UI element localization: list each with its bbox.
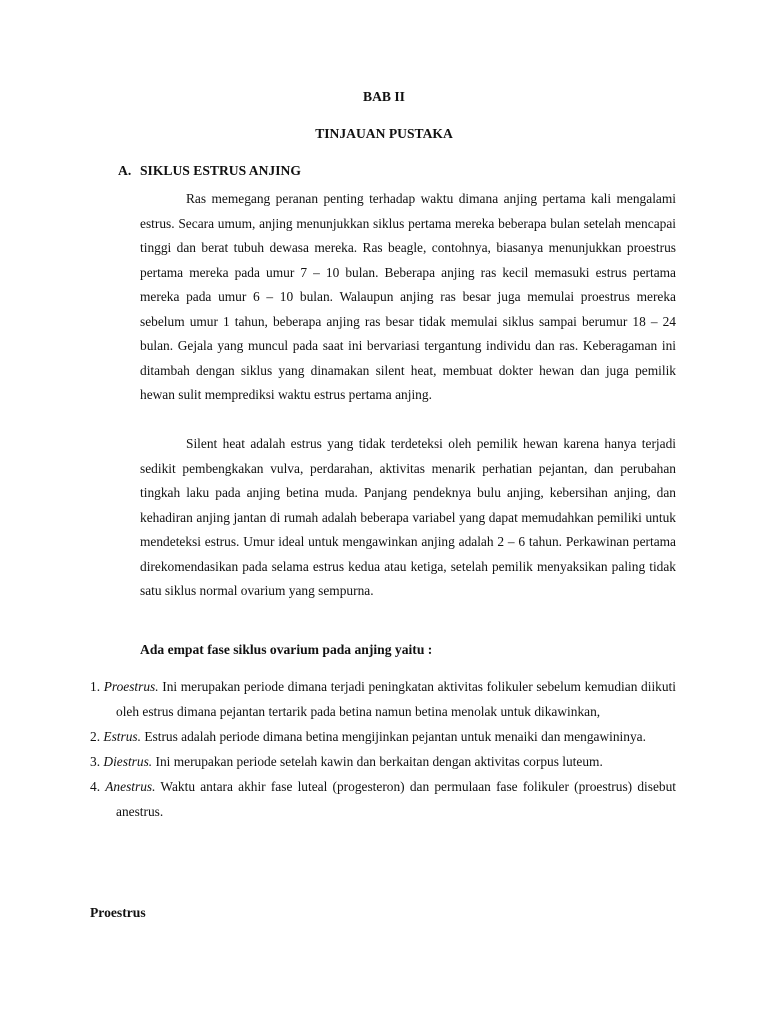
section-heading bbox=[118, 163, 301, 179]
list-item: 3. Diestrus. Ini merupakan periode setelah kawin dan berkaitan dengan aktivitas corpus luteum. bbox=[90, 754, 603, 769]
paragraph-1: Ras memegang peranan penting terhadap waktu dimana anjing pertama kali mengalami estrus. Secara umum, anjing menunjukkan siklus pertama mereka beberapa bulan setelah mencapai tinggi dan berat tubuh dewasa mereka. Ras beagle, contohnya, biasanya menunjukkan proestrus pertama mereka pada umur 7 – 10 bulan. Beberapa anjing ras kecil memasuki estrus pertama mereka pada umur 6 – 10 bulan. Walaupun anjing ras besar juga memulai proestrus mereka sebelum umur 1 tahun, beberapa anjing ras besar tidak memulai siklus sampai berumur 18 – 24 bulan. Gejala yang muncul pada saat ini bervariasi tergantung individu dan ras. Keberagaman ini ditambah dengan siklus yang dinamakan silent heat, membuat dokter hewan dan juga pemilik hewan sulit memprediksi waktu estrus pertama anjing. bbox=[140, 191, 676, 402]
section-letter: A. bbox=[118, 163, 132, 178]
list-item: 4. Anestrus. Waktu antara akhir fase luteal (progesteron) dan permulaan fase folikuler (proestrus) disebut anestrus. bbox=[90, 779, 676, 819]
list-item: 2. Estrus. Estrus adalah periode dimana betina mengijinkan pejantan untuk menaiki dan mengawininya. bbox=[90, 729, 646, 744]
chapter-number: BAB II bbox=[363, 89, 405, 104]
paragraph-2: Silent heat adalah estrus yang tidak terdeteksi oleh pemilik hewan karena hanya terjadi sedikit pembengkakan vulva, perdarahan, aktivitas menarik perhatian pejantan, dan perubahan tingkah laku pada anjing betina muda. Panjang pendeknya bulu anjing, kebersihan anjing, dan kehadiran anjing jantan di rumah adalah beberapa variabel yang dapat memudahkan pemiliki untuk mendeteksi estrus. Umur ideal untuk mengawinkan anjing adalah 2 – 6 tahun. Perkawinan pertama direkomendasikan pada selama estrus kedua atau ketiga, setelah pemilik menyaksikan paling tidak satu siklus normal ovarium yang sempurna. bbox=[140, 436, 676, 598]
section-title: SIKLUS ESTRUS ANJING bbox=[140, 163, 301, 178]
phases-heading: Ada empat fase siklus ovarium pada anjing yaitu : bbox=[140, 642, 433, 657]
chapter-title: TINJAUAN PUSTAKA bbox=[315, 126, 453, 141]
subheading-proestrus: Proestrus bbox=[90, 905, 146, 920]
phases-list bbox=[90, 674, 676, 824]
list-item: 1. Proestrus. Ini merupakan periode dimana terjadi peningkatan aktivitas folikuler sebelum kemudian diikuti oleh estrus dimana pejantan tertarik pada betina namun betina menolak untuk dikawinkan, bbox=[90, 679, 676, 719]
